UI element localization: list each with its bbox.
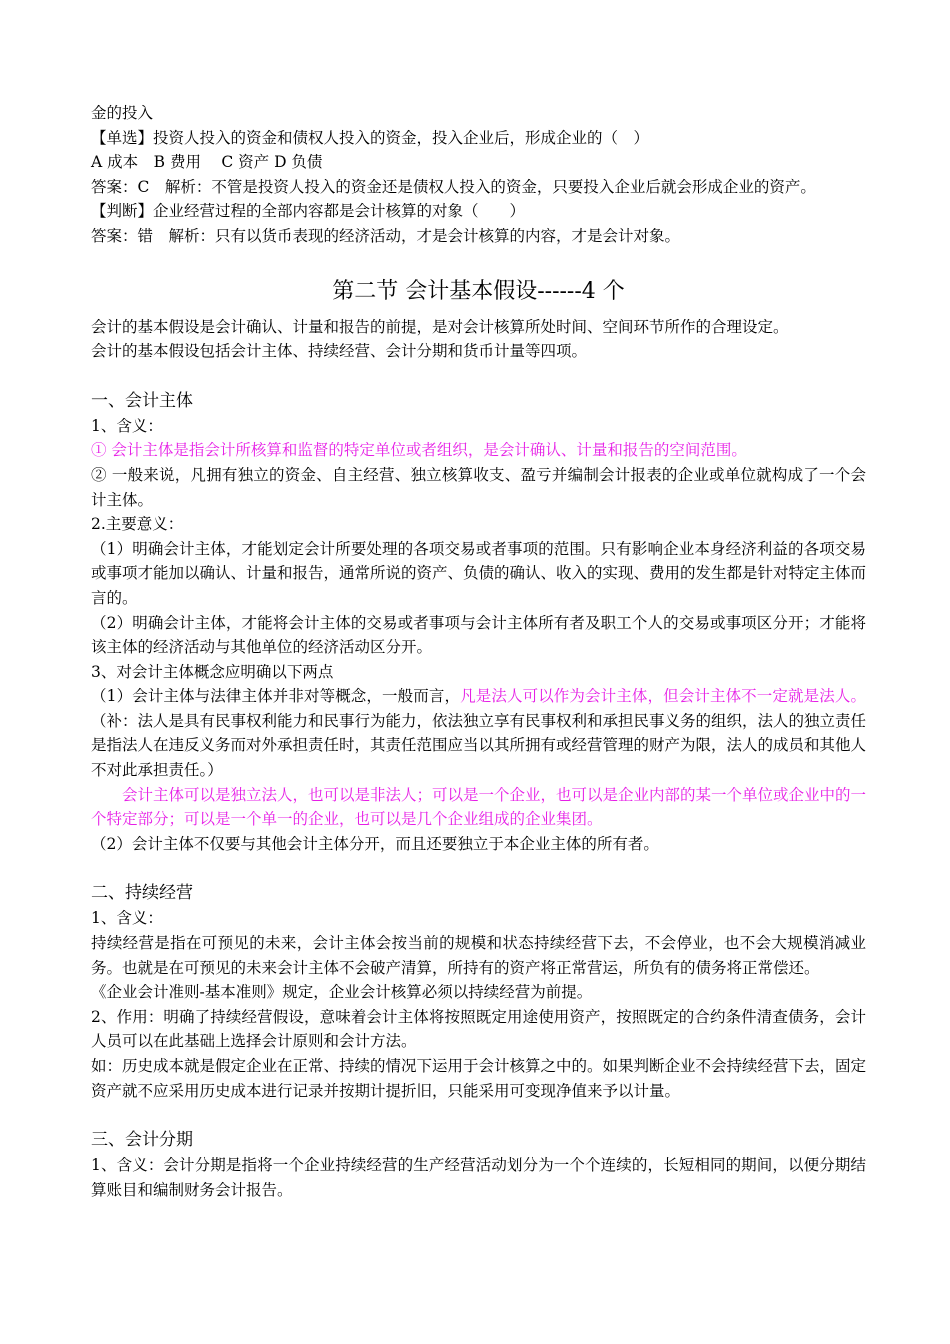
item-label: 3、对会计主体概念应明确以下两点 <box>91 662 334 681</box>
paragraph: 2、作用：明确了持续经营假设，意味着会计主体将按照既定用途使用资产，按照既定的合约条件清查债务，会计人员可以在此基础上选择会计原则和会计方法。 <box>91 1007 866 1051</box>
paragraph: （1）明确会计主体，才能划定会计所要处理的各项交易或者事项的范围。只有影响企业本身经济利益的各项交易或事项才能加以确认、计量和报告，通常所说的资产、负债的确认、收入的实现、费用的发生都是针对特定主体而言的。 <box>91 539 867 607</box>
answer-line: 答案：C 解析：不管是投资人投入的资金还是债权人投入的资金，只要投入企业后就会形成企业的资产。 <box>91 177 816 196</box>
paragraph: 《企业会计准则-基本准则》规定，企业会计核算必须以持续经营为前提。 <box>91 983 593 1002</box>
question-options: A 成本 B 费用 C 资产 D 负债 <box>91 153 323 172</box>
subsection-heading: 三、会计分期 <box>91 1130 193 1151</box>
text-line: 金的投入 <box>91 104 154 122</box>
highlighted-paragraph: 会计主体可以是独立法人，也可以是非法人；可以是一个企业，也可以是企业内部的某一个单位或企业中的一个特定部分；可以是一个单一的企业，也可以是几个企业组成的企业集团。 <box>91 785 867 829</box>
highlighted-text: 凡是法人可以作为会计主体，但会计主体不一定就是法人。 <box>460 687 866 706</box>
paragraph: （2）明确会计主体，才能将会计主体的交易或者事项与会计主体所有者及职工个人的交易或事项区分开；才能将该主体的经济活动与其他单位的经济活动区分开。 <box>91 613 866 657</box>
item-label: 2.主要意义： <box>91 515 184 534</box>
question-judgment: 【判断】企业经营过程的全部内容都是会计核算的对象（ ） <box>91 202 526 221</box>
paragraph-text: （补：法人是具有民事权利能力和民事行为能力，依法独立享有民事权利和承担民事义务的组织，法人的独立责任是指法人在违反义务而对外承担责任时，其责任范围应当以其所拥有或经营管理的财产为限，法人的成员和其他人不对此承担责任。） <box>91 711 867 780</box>
paragraph: 持续经营是指在可预见的未来，会计主体会按当前的规模和状态持续经营下去，不会停业，也不会大规模消减业务。也就是在可预见的未来会计主体不会破产清算，所持有的资产将正常营运，所负有的债务将正常偿还。 <box>91 934 866 977</box>
intro-paragraph: 会计的基本假设是会计确认、计量和报告的前提，是对会计核算所处时间、空间环节所作的合理设定。 <box>91 317 789 336</box>
subsection-heading: 二、持续经营 <box>91 883 193 904</box>
paragraph: 1、含义：会计分期是指将一个企业持续经营的生产经营活动划分为一个个连续的，长短相同的期间，以便分期结算账目和编制财务会计报告。 <box>91 1156 866 1199</box>
paragraph-text: （1）会计主体与法律主体并非对等概念，一般而言， <box>91 687 461 706</box>
section-title: 第二节 会计基本假设------4 个 <box>332 278 625 304</box>
paragraph: 如：历史成本就是假定企业在正常、持续的情况下运用于会计核算之中的。如果判断企业不会持续经营下去，固定资产就不应采用历史成本进行记录并按期计提折旧，只能采用可变现净值来予以计量。 <box>91 1057 867 1100</box>
answer-line: 答案：错 解析：只有以货币表现的经济活动，才是会计核算的内容，才是会计对象。 <box>91 226 681 245</box>
highlighted-definition: ① 会计主体是指会计所核算和监督的特定单位或者组织，是会计确认、计量和报告的空间范围。 <box>91 441 747 460</box>
item-label: 1、含义： <box>91 416 163 435</box>
subsection-heading: 一、会计主体 <box>91 390 193 411</box>
question-single-choice: 【单选】投资人投入的资金和债权人投入的资金，投入企业后，形成企业的（ ） <box>91 128 650 147</box>
intro-paragraph: 会计的基本假设包括会计主体、持续经营、会计分期和货币计量等四项。 <box>91 342 588 361</box>
item-label: 1、含义： <box>91 909 163 928</box>
paragraph <box>91 684 866 782</box>
document-page <box>91 101 866 1202</box>
paragraph: （2）会计主体不仅要与其他会计主体分开，而且还要独立于本企业主体的所有者。 <box>91 834 659 853</box>
paragraph: ② 一般来说，凡拥有独立的资金、自主经营、独立核算收支、盈亏并编制会计报表的企业或单位就构成了一个会计主体。 <box>91 465 866 509</box>
